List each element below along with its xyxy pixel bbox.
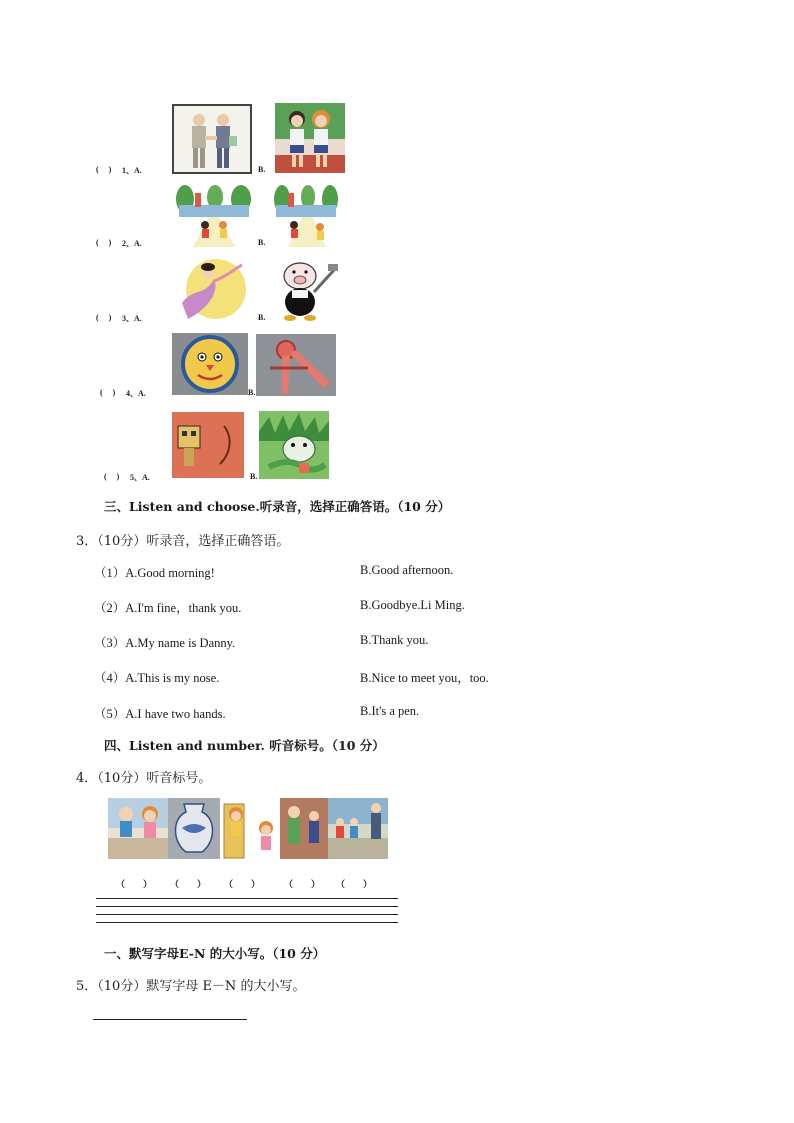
item-label-2: 2、A. xyxy=(122,239,142,248)
section3-heading: 三、Listen and choose.听录音，选择正确答语。（10 分） xyxy=(104,499,451,514)
q3-option-5a: （5）A.I have two hands. xyxy=(94,707,226,721)
q3-option-3b: B.Thank you. xyxy=(360,633,429,647)
q4-answer-paren-3[interactable]: （ ） xyxy=(224,879,261,889)
option-b-label-1: B. xyxy=(258,165,266,174)
writing-line-3 xyxy=(96,914,398,915)
picture-1a-handshake xyxy=(172,104,252,174)
section5-heading: 一、默写字母E-N 的大小写。（10 分） xyxy=(104,946,326,961)
question4-title: 4．（10分）听音标号。 xyxy=(76,771,212,786)
question3-title: 3．（10分）听录音，选择正确答语。 xyxy=(76,534,290,549)
q4-answer-paren-4[interactable]: （ ） xyxy=(284,879,321,889)
q3-option-2a: （2）A.I'm fine，thank you. xyxy=(94,601,242,615)
item-label-3: 3、A. xyxy=(122,314,142,323)
q3-option-1a: （1）A.Good morning! xyxy=(94,566,215,580)
item-label-4: 4、A. xyxy=(126,389,146,398)
picture-q4-3-girls xyxy=(222,798,280,859)
picture-2b-kids-school xyxy=(274,185,338,247)
section4-heading: 四、Listen and number. 听音标号。（10 分） xyxy=(104,738,385,753)
answer-paren-5[interactable]: ( ) xyxy=(104,472,120,481)
option-b-label-5: B. xyxy=(250,472,258,481)
picture-4b-compass xyxy=(256,334,336,396)
picture-1b-girls-greeting xyxy=(275,103,345,173)
writing-line-2 xyxy=(96,906,398,907)
q3-option-5b: B.It's a pen. xyxy=(360,704,420,718)
option-b-label-3: B. xyxy=(258,313,266,322)
q3-option-4a: （4）A.This is my nose. xyxy=(94,671,220,685)
q4-answer-paren-2[interactable]: （ ） xyxy=(170,879,207,889)
writing-line-4 xyxy=(96,922,398,923)
picture-q4-4-people xyxy=(280,798,328,859)
picture-q4-2-vase xyxy=(168,798,220,859)
answer-paren-1[interactable]: ( ) xyxy=(96,165,112,174)
q3-option-1b: B.Good afternoon. xyxy=(360,563,454,577)
picture-4a-clock xyxy=(172,333,248,395)
picture-q4-5-teacher-kids xyxy=(328,798,388,859)
picture-3b-pig-character xyxy=(270,256,340,322)
answer-line[interactable] xyxy=(93,1019,247,1020)
option-b-label-2: B. xyxy=(258,238,266,247)
picture-5b-dragon xyxy=(259,411,329,479)
picture-2a-kids-school xyxy=(175,185,253,247)
picture-q4-1-kids xyxy=(108,798,168,859)
q4-answer-paren-5[interactable]: （ ） xyxy=(336,879,373,889)
picture-3a-moon-fairy xyxy=(174,257,246,323)
item-label-1: 1、A. xyxy=(122,166,142,175)
writing-line-1 xyxy=(96,898,398,899)
option-b-label-4: B. xyxy=(248,388,256,397)
q3-option-4b: B.Nice to meet you，too. xyxy=(360,671,489,685)
q3-option-2b: B.Goodbye.Li Ming. xyxy=(360,598,465,612)
question5-title: 5．（10分）默写字母 E－N 的大小写。 xyxy=(76,979,306,994)
q4-answer-paren-1[interactable]: （ ） xyxy=(116,879,153,889)
item-label-5: 5、A. xyxy=(130,473,150,482)
q3-option-3a: （3）A.My name is Danny. xyxy=(94,636,236,650)
answer-paren-4[interactable]: ( ) xyxy=(100,388,116,397)
answer-paren-3[interactable]: ( ) xyxy=(96,313,112,322)
answer-paren-2[interactable]: ( ) xyxy=(96,238,112,247)
picture-5a-robot-face xyxy=(172,412,244,478)
